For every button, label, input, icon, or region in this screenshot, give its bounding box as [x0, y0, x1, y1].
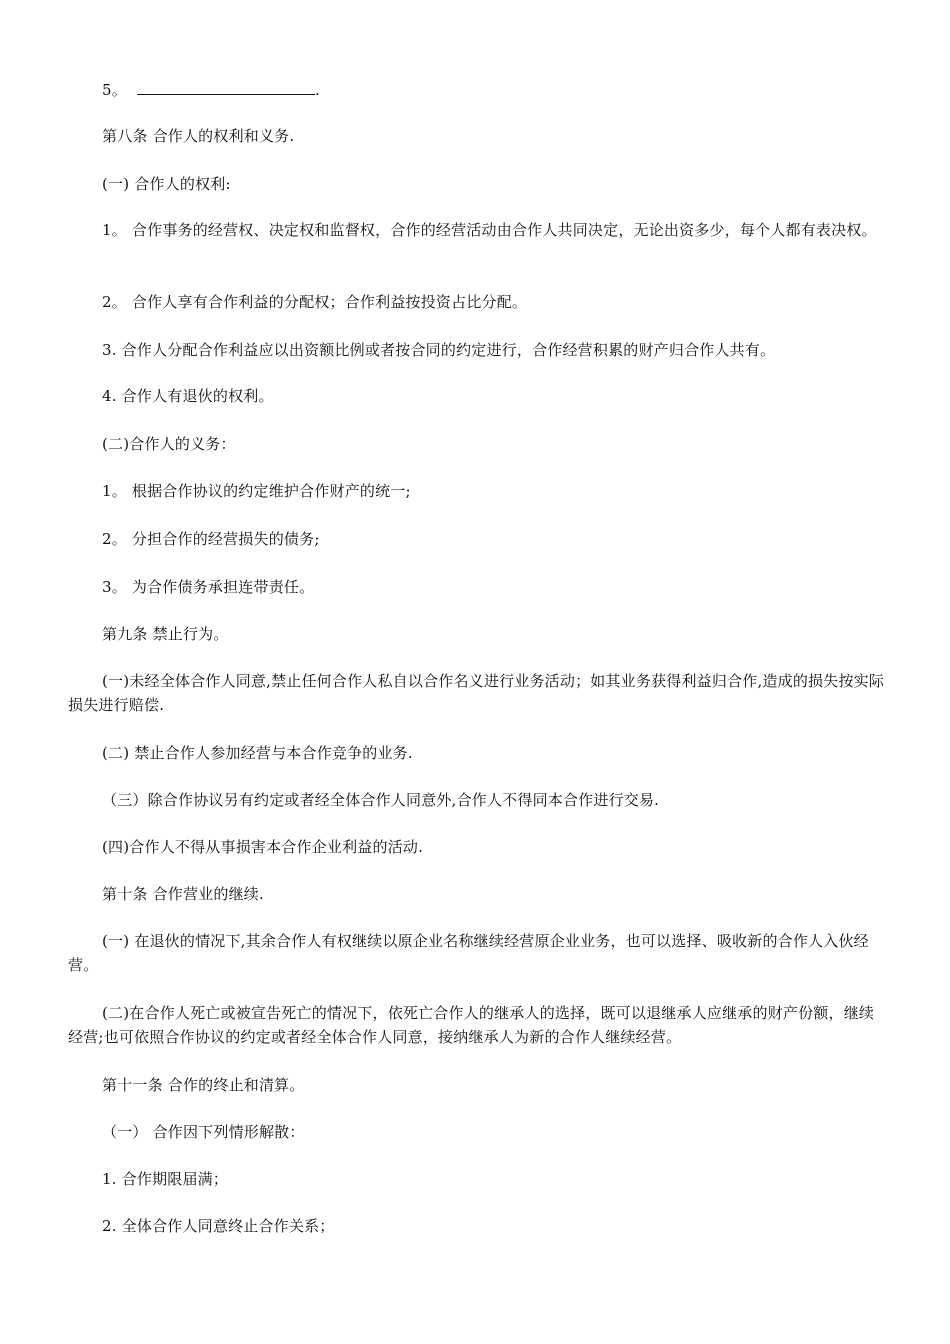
article-9-heading: 第九条 禁止行为。	[102, 625, 229, 643]
list-item: 2. 全体合作人同意终止合作关系；	[102, 1217, 335, 1235]
section-heading: (二)合作人的义务：	[102, 435, 236, 453]
list-item: 3. 合作人分配合作利益应以出资额比例或者按合同的约定进行，合作经营积累的财产归合作人共有。	[102, 341, 776, 359]
list-item: (四)合作人不得从事损害本合作企业利益的活动.	[102, 838, 424, 856]
list-item: 1. 合作期限届满；	[102, 1170, 229, 1188]
article-11-heading: 第十一条 合作的终止和清算。	[102, 1076, 305, 1094]
list-item: 2。 分担合作的经营损失的债务;	[102, 530, 320, 548]
article-10-heading: 第十条 合作营业的继续.	[102, 885, 264, 903]
list-item: (一)未经全体合作人同意,禁止任何合作人私自以合作名义进行业务活动；如其业务获得利益归合作,造成的损失按实际损失进行赔偿.	[68, 672, 885, 714]
article-8-heading: 第八条 合作人的权利和义务.	[102, 127, 295, 145]
list-item: 4. 合作人有退伙的权利。	[102, 387, 274, 405]
list-item: (二)在合作人死亡或被宣告死亡的情况下，依死亡合作人的继承人的选择，既可以退继承人应继承的财产份额，继续经营;也可依照合作协议的约定或者经全体合作人同意，接纳继承人为新的合作人继续经营。	[68, 1004, 875, 1046]
list-item: 1。 合作事务的经营权、决定权和监督权，合作的经营活动由合作人共同决定，无论出资多少，每个人都有表决权。	[102, 221, 877, 239]
list-item: (一) 在退伙的情况下,其余合作人有权继续以原企业名称继续经营原企业业务，也可以选择、吸收新的合作人入伙经营。	[68, 932, 869, 974]
section-heading: （一） 合作因下列情形解散：	[102, 1123, 305, 1141]
list-item: 2。 合作人享有合作利益的分配权；合作利益按投资占比分配。	[102, 293, 528, 311]
item-number: 5。	[102, 81, 127, 99]
list-item: 1。 根据合作协议的约定维护合作财产的统一;	[102, 482, 411, 500]
list-item: （三）除合作协议另有约定或者经全体合作人同意外,合作人不得同本合作进行交易.	[102, 791, 660, 809]
fill-in-blank-line	[137, 80, 315, 95]
item-5-blank	[68, 78, 888, 102]
list-item: 3。 为合作债务承担连带责任。	[102, 578, 315, 596]
item-end-mark: .	[314, 81, 320, 99]
list-item: (二) 禁止合作人参加经营与本合作竞争的业务.	[102, 744, 413, 762]
section-heading: (一) 合作人的权利:	[102, 175, 231, 193]
